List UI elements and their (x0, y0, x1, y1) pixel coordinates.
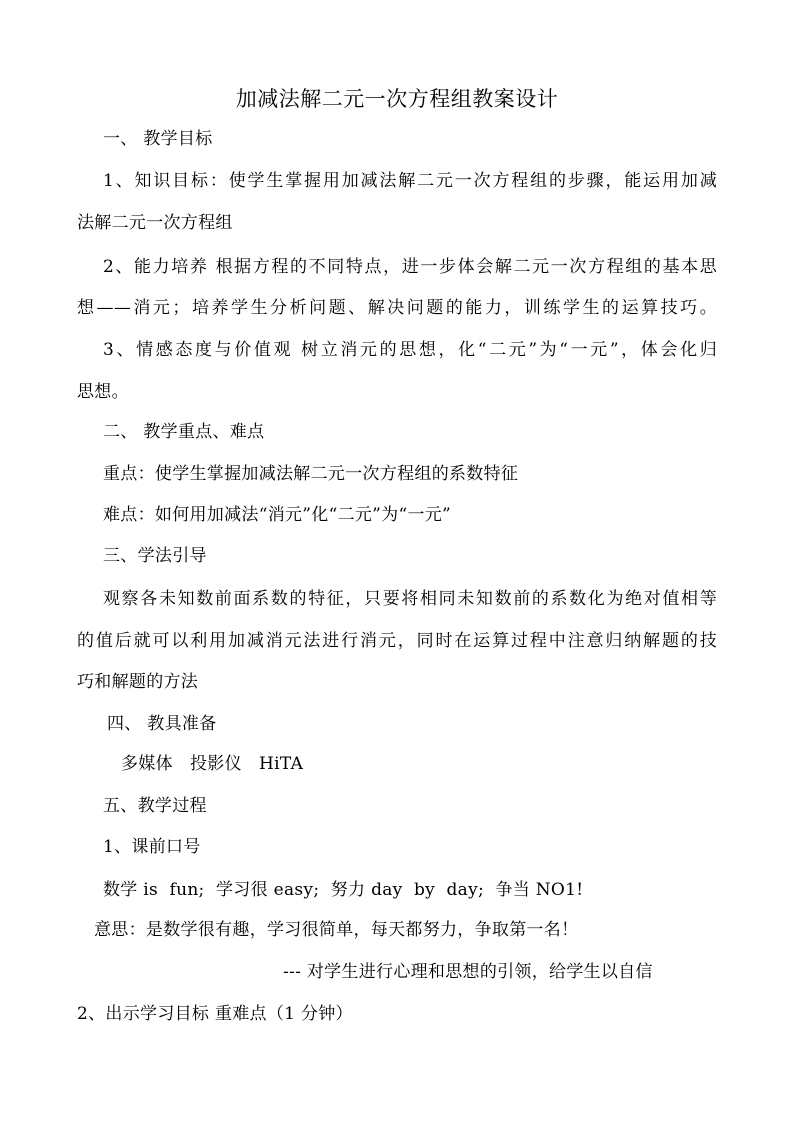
paragraph-line: 法解二元一次方程组 (77, 213, 233, 233)
paragraph-line: 3、情感态度与价值观 树立消元的思想，化“二元”为“一元”，体会化归 (103, 340, 717, 360)
paragraph-line: 巧和解题的方法 (77, 672, 199, 692)
paragraph-line: 2、能力培养 根据方程的不同特点，进一步体会解二元一次方程组的基本思 (103, 257, 717, 277)
paragraph-line: --- 对学生进行心理和思想的引领，给学生以自信 (283, 962, 653, 982)
paragraph-line: 1、课前口号 (103, 837, 201, 857)
paragraph-line: 数学 is fun; 学习很 easy; 努力 day by day; 争当 NO1! (103, 880, 584, 900)
section-heading-objectives: 一、 教学目标 (103, 129, 213, 149)
paragraph-line: 的值后就可以利用加减消元法进行消元，同时在运算过程中注意归纳解题的技 (77, 631, 717, 651)
paragraph-line: 多媒体 投影仪 HiTA (121, 754, 304, 774)
section-heading-teaching-aids: 四、 教具准备 (107, 714, 217, 734)
paragraph-line: 1、知识目标：使学生掌握用加减法解二元一次方程组的步骤，能运用加减 (103, 171, 717, 191)
document-title: 加减法解二元一次方程组教案设计 (235, 87, 559, 111)
paragraph-line: 难点：如何用加减法“消元”化“二元”为“一元” (103, 505, 452, 525)
paragraph-line: 观察各未知数前面系数的特征，只要将相同未知数前的系数化为绝对值相等 (103, 589, 717, 609)
paragraph-line: 2、出示学习目标 重难点（1 分钟） (77, 1004, 353, 1024)
paragraph-line: 重点：使学生掌握加减法解二元一次方程组的系数特征 (103, 464, 519, 484)
paragraph-line: 想——消元；培养学生分析问题、解决问题的能力，训练学生的运算技巧。 (77, 298, 717, 318)
section-heading-key-points: 二、 教学重点、难点 (103, 422, 265, 442)
section-heading-teaching-process: 五、教学过程 (103, 796, 207, 816)
paragraph-line: 意思：是数学很有趣，学习很简单，每天都努力，争取第一名！ (94, 920, 579, 940)
paragraph-line: 思想。 (77, 382, 129, 402)
section-heading-study-guide: 三、学法引导 (103, 546, 207, 566)
